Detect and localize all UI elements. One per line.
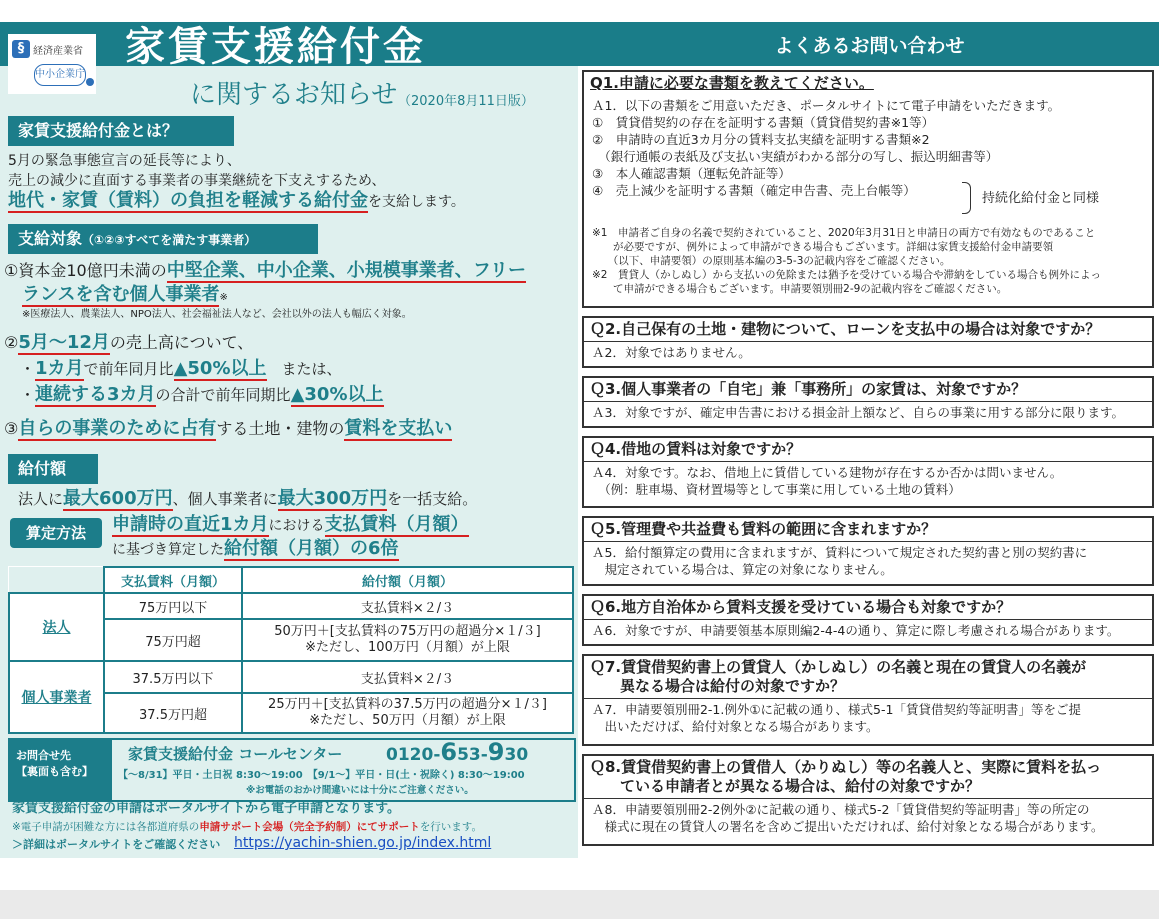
table-row [9, 593, 573, 619]
call-center-hours: 【～8/31】平日・土日祝 8:30～19:00 【9/1～】平日・日(土・祝除く) 8:30～19:00 [118, 770, 525, 781]
about-emphasis: 地代・家賃（賃料）の負担を軽減する給付金 [8, 190, 368, 211]
ministry-logo [8, 34, 96, 94]
row-header-corp: 法人 [9, 593, 104, 661]
portal-url-link[interactable]: https://yachin-shien.go.jp/index.html [234, 835, 492, 851]
contact-label: お問合せ先 【裏面も含む】 [10, 740, 112, 800]
table-header-row [9, 567, 573, 593]
table-cell: 37.5万円以下 [104, 661, 242, 693]
faq-q7-question: Ｑ7.賃貸借契約書上の賃貸人（かしぬし）の名義と現在の賃貸人の名義が 異なる場合は給付の対象ですか？ [584, 656, 1152, 699]
call-center-name: 家賃支援給付金 コールセンター [128, 745, 343, 763]
about-line1: 5月の緊急事態宣言の延長等により、 [8, 153, 241, 169]
amount-summary: 法人に最大600万円、個人事業者に最大300万円を一括支給。 [18, 488, 478, 509]
support-notice: ※電子申請が困難な方には各都道府県の申請サポート会場（完全予約制）にてサポートを行います。 [12, 821, 482, 833]
faq-q3-question: Ｑ3.個人事業者の「自宅」兼「事務所」の家賃は、対象ですか？ [584, 378, 1152, 402]
faq-q1-question: Q1.申請に必要な書類を教えてください。 [590, 74, 874, 92]
criterion-1-note: ※医療法人、農業法人、NPO法人、社会福祉法人など、会社以外の法人も幅広く対象。 [22, 309, 412, 320]
method-line1: 申請時の直近1カ月における支払賃料（月額） [112, 514, 469, 535]
table-cell: 支払賃料×２/３ [242, 593, 573, 619]
table-cell: 25万円＋[支払賃料の37.5万円の超過分×１/３] ※ただし、50万円（月額）が上限 [242, 693, 573, 733]
call-warning: ※お電話のおかけ間違いには十分にご注意ください。 [246, 785, 474, 796]
portal-detail-label: ＞詳細はポータルサイトをご確認ください [12, 838, 221, 851]
faq-q6 [582, 594, 1154, 646]
edition-date: （2020年8月11日版） [398, 94, 534, 109]
page-subtitle: に関するお知らせ [190, 80, 398, 110]
amount-heading: 給付額 [8, 454, 98, 484]
table-cell: 支払賃料×２/３ [242, 661, 573, 693]
faq-q8-answer: Ａ8．申請要領別冊2-2例外②に記載の通り、様式5-2「賃貸借契約等証明書」等の所定の 様式に現在の賃貸人の署名を含めご提出いただければ、給付対象となる場合があります。 [592, 802, 1104, 834]
table-cell: 75万円以下 [104, 593, 242, 619]
logo-dot-icon [86, 78, 94, 86]
faq-q7 [582, 654, 1154, 746]
table-cell: 37.5万円超 [104, 693, 242, 733]
row-header-individual: 個人事業者 [9, 661, 104, 733]
faq-q2-answer: Ａ2．対象ではありません。 [592, 345, 751, 360]
faq-title: よくあるお問い合わせ [774, 35, 965, 57]
faq-q8-question: Ｑ8.賃貸借契約書上の賃借人（かりぬし）等の名義人と、実際に賃料を払っ ている申請者とが異なる場合は、給付の対象ですか？ [584, 756, 1152, 799]
agency-name: 中小企業庁 [34, 64, 86, 86]
eligibility-heading: 支給対象（①②③すべてを満たす事業者） [8, 224, 318, 254]
criterion-2b: ・連続する3カ月の合計で前年同期比▲30%以上 [20, 384, 384, 405]
faq-q1-answer: Ａ1．以下の書類をご用意いただき、ポータルサイトにて電子申請をいただきます。 ① 賃貸借契約の存在を証明する書類（賃貸借契約書※1等） ② 申請時の直近3カ月分の賃料支払実績を証明する書類※2 （銀行通帳の表紙及び支払い実績がわかる部分の写し、振込明細書等） ③ 本人確認書類（運転免許証等） ④ 売上減少を証明する書類（確定申告書、売上台帳等） [592, 98, 1061, 198]
criterion-1: ①資本金10億円未満の中堅企業、中小企業、小規模事業者、フリー [4, 260, 526, 281]
col-header-amount: 給付額（月額） [242, 567, 573, 593]
faq-q2-question: Ｑ2.自己保有の土地・建物について、ローンを支払中の場合は対象ですか？ [584, 318, 1152, 342]
col-header-rent: 支払賃料（月額） [104, 567, 242, 593]
faq-q5 [582, 516, 1154, 586]
about-line3: 地代・家賃（賃料）の負担を軽減する給付金を支給します。 [8, 190, 465, 211]
faq-q6-answer: Ａ6．対象ですが、申請要領基本原則編2-4-4の通り、算定に際し考慮される場合があります。 [592, 623, 1120, 638]
meti-icon: § [12, 40, 30, 58]
table-cell: 50万円＋[支払賃料の75万円の超過分×１/３] ※ただし、100万円（月額）が上限 [242, 619, 573, 661]
table-row [9, 661, 573, 693]
bottom-strip [0, 890, 1159, 919]
call-center-phone[interactable]: 0120-653-930 [386, 738, 529, 766]
faq-q4-answer: Ａ4．対象です。なお、借地上に賃借している建物が存在するか否かは問いません。 （例：駐車場、資材置場等として事業に用している土地の賃料） [592, 465, 1063, 497]
about-line2: 売上の減少に直面する事業者の事業継続を下支えするため、 [8, 173, 386, 189]
faq-q3 [582, 376, 1154, 428]
faq-q5-question: Ｑ5.管理費や共益費も賃料の範囲に含まれますか？ [584, 518, 1152, 542]
page-title: 家賃支援給付金 [125, 24, 426, 70]
ministry-name: 経済産業省 [33, 46, 83, 57]
faq-q1 [582, 70, 1154, 308]
faq-q3-answer: Ａ3．対象ですが、確定申告書における損金計上額など、自らの事業に用する部分に限ります。 [592, 405, 1124, 420]
faq-q4-question: Ｑ4.借地の賃料は対象ですか？ [584, 438, 1152, 462]
brace-icon [962, 182, 971, 214]
faq-q8 [582, 754, 1154, 846]
faq-q4 [582, 436, 1154, 508]
criterion-2: ②5月～12月の売上高について、 [4, 332, 254, 353]
fee-table [8, 566, 574, 734]
faq-q1-notes: ※1 申請者ご自身の名義で契約されていること、2020年3月31日と申請日の両方で有効なものであること が必要ですが、例外によって申請ができる場合もございます。詳細は家賃支援給付金申請要領 （以下、申請要領）の原則基本編の3-5-3の記載内容をご確認ください。 ※2 賃貸人（かしぬし）から支払いの免除または猶予を受けている場合や滞納をしている場合も例外によっ て申請ができる場合もございます。申請要領別冊2-9の記載内容をご確認ください。 [592, 227, 1101, 295]
faq-q2 [582, 316, 1154, 368]
faq-q7-answer: Ａ7．申請要領別冊2-1.例外①に記載の通り、様式5-1「賃貸借契約等証明書」等をご提 出いただけば、給付対象となる場合があります。 [592, 702, 1081, 734]
method-badge: 算定方法 [10, 518, 102, 548]
criterion-2a: ・1カ月で前年同月比▲50%以上 または、 [20, 358, 342, 379]
criterion-3: ③自らの事業のために占有する土地・建物の賃料を支払い [4, 418, 453, 439]
faq-q5-answer: Ａ5．給付額算定の費用に含まれますが、賃料について規定された契約書と別の契約書に 規定されている場合は、算定の対象になりません。 [592, 545, 1088, 577]
table-cell: 75万円超 [104, 619, 242, 661]
contact-box [8, 738, 576, 802]
portal-notice: 家賃支援給付金の申請はポータルサイトから電子申請となります。 [12, 801, 401, 816]
about-heading: 家賃支援給付金とは？ [8, 116, 234, 146]
faq-q6-question: Ｑ6.地方自治体から賃料支援を受けている場合も対象ですか？ [584, 596, 1152, 620]
brace-label: 持続化給付金と同様 [982, 191, 1100, 206]
table-corner [9, 567, 104, 593]
method-line2: に基づき算定した給付額（月額）の6倍 [112, 538, 399, 559]
criterion-1-cont: ランスを含む個人事業者※ [22, 284, 228, 305]
